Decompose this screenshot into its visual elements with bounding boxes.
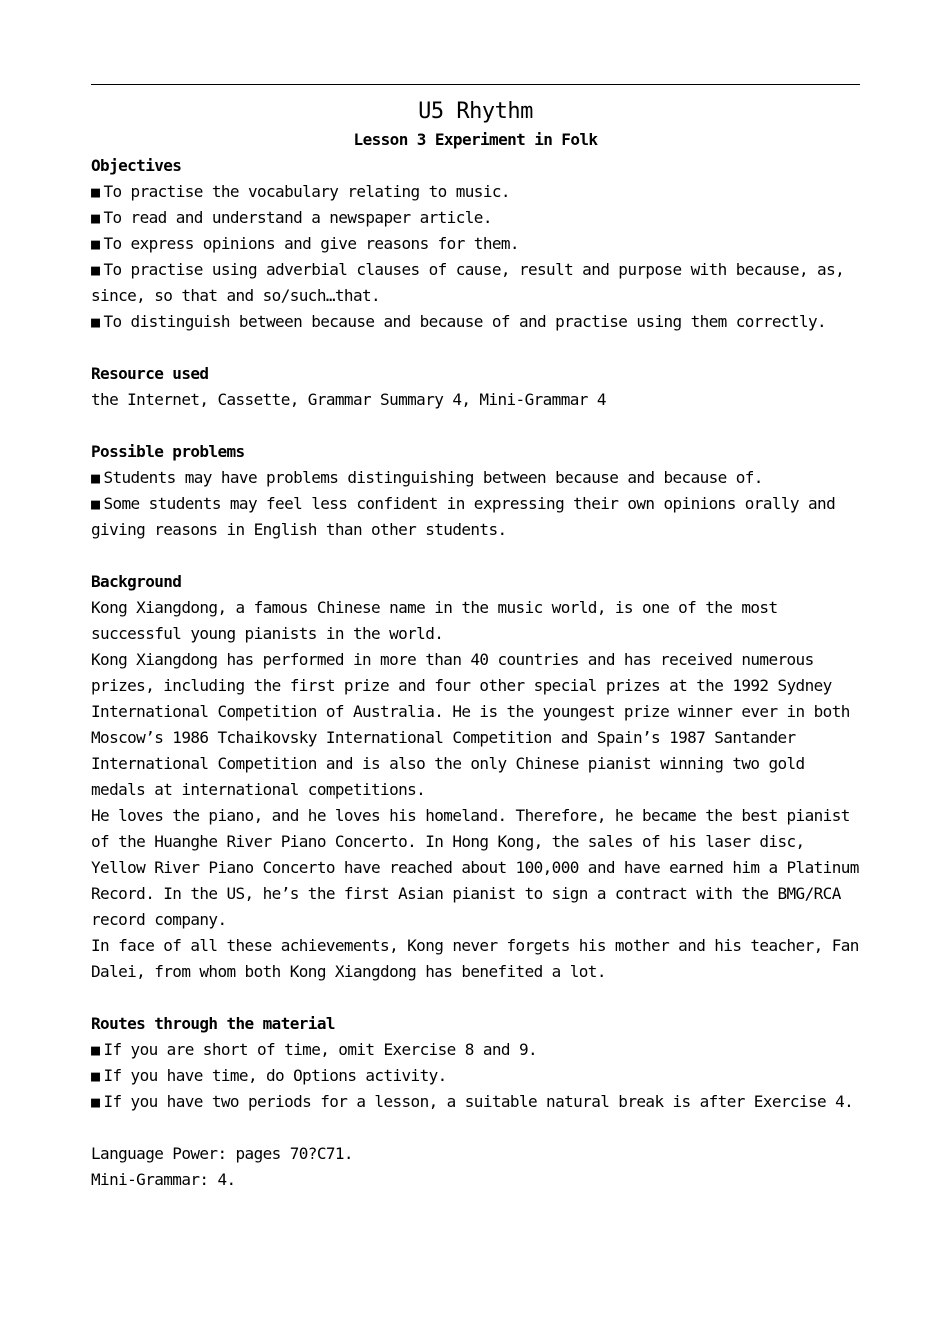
bullet-square-icon: ■ [91, 1041, 100, 1059]
language-power-note: Language Power: pages 70?C71. [91, 1144, 353, 1163]
route-item: ■ If you have time, do Options activity. [91, 1066, 447, 1085]
bullet-square-icon: ■ [91, 313, 100, 331]
background-section [91, 569, 860, 985]
bullet-square-icon: ■ [91, 1067, 100, 1085]
objective-item: ■ To distinguish between because and because of and practise using them correctly. [91, 312, 827, 331]
bullet-square-icon: ■ [91, 261, 100, 279]
unit-title: U5 Rhythm [418, 99, 533, 124]
objective-item: ■ To practise using adverbial clauses of cause, result and purpose with because, as, since, so that and so/such…that. [91, 260, 845, 305]
document-body [91, 97, 860, 1193]
problems-section [91, 439, 860, 543]
bullet-square-icon: ■ [91, 235, 100, 253]
problem-item: ■ Some students may feel less confident in expressing their own opinions orally and giving reasons in English than other students. [91, 494, 836, 539]
problems-heading: Possible problems [91, 442, 245, 461]
resource-heading: Resource used [91, 364, 209, 383]
routes-section [91, 1011, 860, 1115]
problem-item: ■ Students may have problems distinguishing between because and because of. [91, 468, 763, 487]
background-heading: Background [91, 572, 182, 591]
background-paragraph: Kong Xiangdong, a famous Chinese name in the music world, is one of the most successful young pianists in the world. [91, 598, 778, 643]
background-paragraph: In face of all these achievements, Kong never forgets his mother and his teacher, Fan Dalei, from whom both Kong Xiangdong has benefited a lot. [91, 936, 859, 981]
bullet-square-icon: ■ [91, 495, 100, 513]
objective-item: ■ To read and understand a newspaper article. [91, 208, 492, 227]
bullet-square-icon: ■ [91, 183, 100, 201]
resource-section [91, 361, 860, 413]
objectives-section [91, 153, 860, 335]
objective-item: ■ To express opinions and give reasons for them. [91, 234, 519, 253]
resource-text: the Internet, Cassette, Grammar Summary 4, Mini-Grammar 4 [91, 390, 606, 409]
header-rule [91, 84, 860, 85]
bullet-square-icon: ■ [91, 1093, 100, 1111]
footer-section [91, 1141, 860, 1193]
objectives-heading: Objectives [91, 156, 182, 175]
routes-heading: Routes through the material [91, 1014, 335, 1033]
lesson-title: Lesson 3 Experiment in Folk [353, 130, 598, 149]
bullet-square-icon: ■ [91, 469, 100, 487]
objective-item: ■ To practise the vocabulary relating to music. [91, 182, 510, 201]
bullet-square-icon: ■ [91, 209, 100, 227]
route-item: ■ If you have two periods for a lesson, a suitable natural break is after Exercise 4. [91, 1092, 854, 1111]
background-paragraph: He loves the piano, and he loves his homeland. Therefore, he became the best pianist of the Huanghe River Piano Concerto. In Hong Kong, the sales of his laser disc, Yellow River Piano Concerto have reached about 100,000 and have earned him a Platinum Record. In the US, he’s the first Asian pianist to sign a contract with the BMG/RCA record company. [91, 806, 859, 929]
mini-grammar-note: Mini-Grammar: 4. [91, 1170, 236, 1189]
route-item: ■ If you are short of time, omit Exercise 8 and 9. [91, 1040, 538, 1059]
background-paragraph: Kong Xiangdong has performed in more than 40 countries and has received numerous prizes, including the first prize and four other special prizes at the 1992 Sydney International Competition of Australia. He is the youngest prize winner ever in both Moscow’s 1986 Tchaikovsky International Competition and Spain’s 1987 Santander International Competition and is also the only Chinese pianist winning two gold medals at international competitions. [91, 650, 850, 799]
